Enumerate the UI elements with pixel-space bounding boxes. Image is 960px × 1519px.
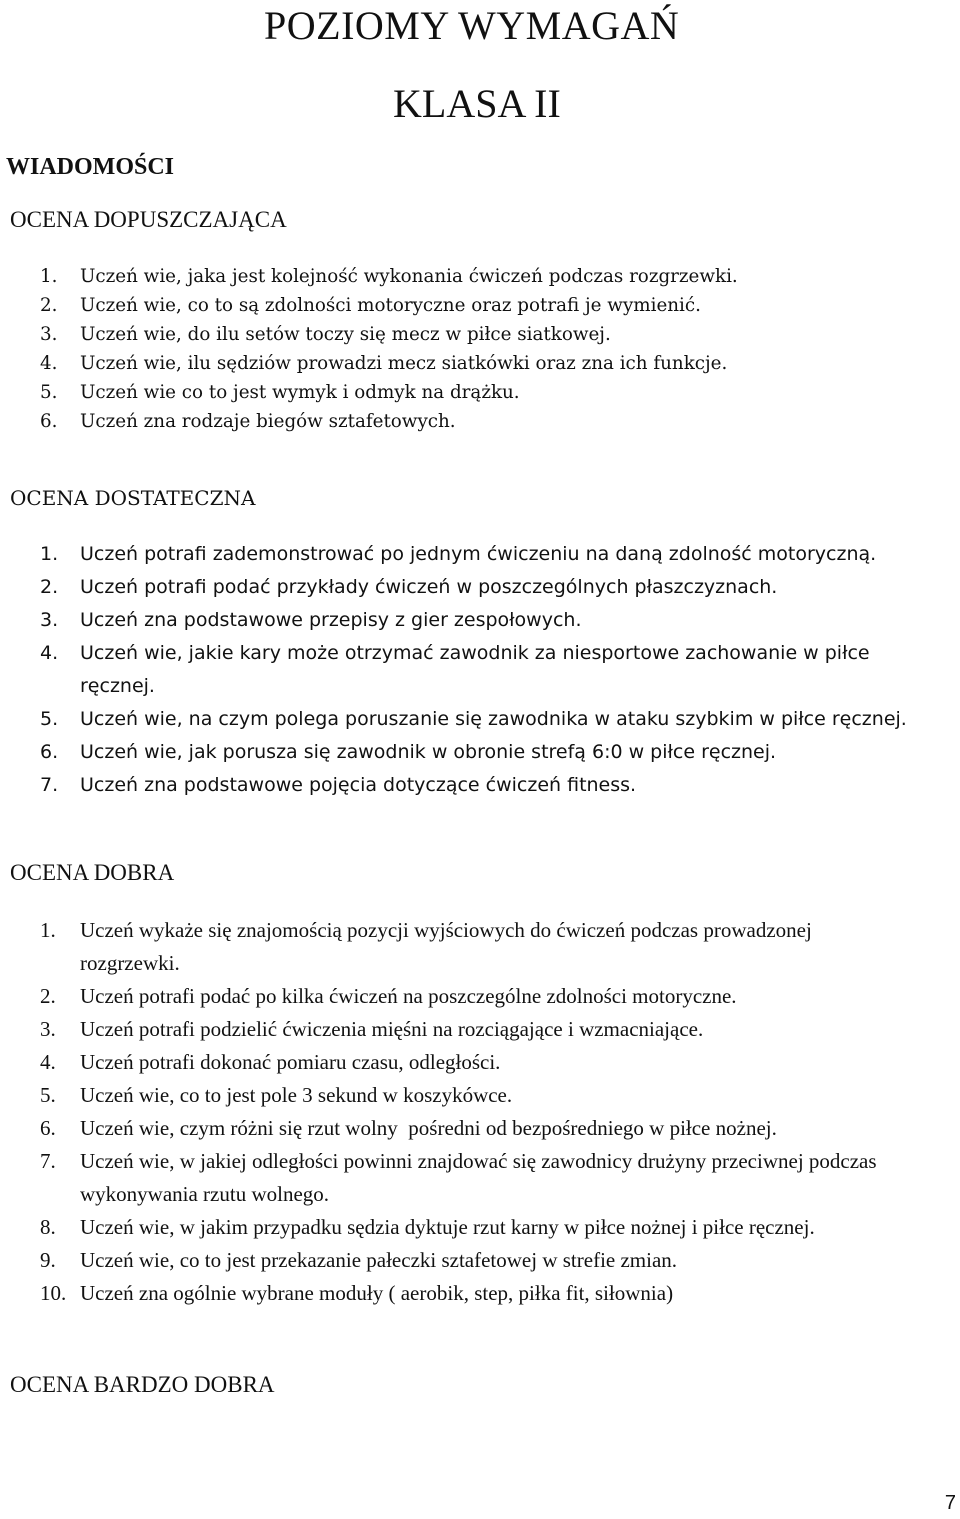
list-item — [40, 378, 920, 407]
item-number: 3. — [40, 609, 59, 631]
section-heading: WIADOMOŚCI — [6, 154, 175, 180]
item-text: Uczeń wie, jaka jest kolejność wykonania ćwiczeń podczas rozgrzewki. — [80, 266, 738, 287]
item-text: Uczeń wie, co to jest pole 3 sekund w koszykówce. — [80, 1083, 513, 1107]
item-text: Uczeń wie, co to jest przekazanie pałeczki sztafetowej w strefie zmian. — [80, 1248, 678, 1272]
item-number: 3. — [40, 1017, 56, 1041]
item-text: Uczeń wykaże się znajomością pozycji wyjściowych do ćwiczeń podczas prowadzonej rozgrzewki. — [80, 918, 812, 975]
item-number: 6. — [40, 741, 59, 763]
list-item — [40, 349, 920, 378]
item-number: 1. — [40, 543, 59, 565]
list-item — [40, 1244, 952, 1277]
item-text: Uczeń wie, w jakiej odległości powinni znajdować się zawodnicy drużyny przeciwnej podczas wykonywania rzutu wolnego. — [80, 1149, 877, 1206]
item-number: 2. — [40, 295, 58, 316]
page-number: 7 — [944, 1492, 956, 1514]
list-item — [40, 320, 920, 349]
item-text: Uczeń potrafi podać przykłady ćwiczeń w poszczególnych płaszczyznach. — [80, 576, 778, 598]
item-text: Uczeń wie, jak porusza się zawodnik w obronie strefą 6:0 w piłce ręcznej. — [80, 741, 777, 763]
list-item — [40, 538, 945, 571]
item-number: 1. — [40, 266, 58, 287]
item-number: 6. — [40, 411, 58, 432]
list-item — [40, 291, 920, 320]
list-item — [40, 604, 945, 637]
list-item — [40, 1079, 952, 1112]
item-number: 7. — [40, 1149, 56, 1173]
item-text: Uczeń wie co to jest wymyk i odmyk na drążku. — [80, 382, 520, 403]
item-number: 2. — [40, 984, 56, 1008]
item-number: 10. — [40, 1281, 67, 1305]
list-item — [40, 1277, 952, 1310]
item-text: Uczeń wie, na czym polega poruszanie się zawodnika w ataku szybkim w piłce ręcznej. — [80, 708, 907, 730]
item-text: Uczeń wie, co to są zdolności motoryczne oraz potrafi je wymienić. — [80, 295, 701, 316]
item-text: Uczeń zna podstawowe pojęcia dotyczące ćwiczeń fitness. — [80, 774, 637, 796]
list-ocena-dopuszczajaca — [40, 262, 920, 436]
list-item — [40, 407, 920, 436]
list-item — [40, 980, 952, 1013]
item-number: 5. — [40, 382, 58, 403]
heading-ocena-dopuszczajaca: OCENA DOPUSZCZAJĄCA — [10, 207, 287, 232]
item-text: Uczeń wie, ilu sędziów prowadzi mecz siatkówki oraz zna ich funkcje. — [80, 353, 728, 374]
item-text: Uczeń wie, do ilu setów toczy się mecz w piłce siatkowej. — [80, 324, 611, 345]
heading-ocena-dobra: OCENA DOBRA — [10, 860, 175, 885]
item-number: 4. — [40, 353, 58, 374]
item-text: Uczeń wie, jakie kary może otrzymać zawodnik za niesportowe zachowanie w piłce ręcznej. — [80, 642, 870, 697]
list-item — [40, 703, 945, 736]
list-item — [40, 1211, 952, 1244]
item-text: Uczeń zna rodzaje biegów sztafetowych. — [80, 411, 456, 432]
item-number: 6. — [40, 1116, 56, 1140]
list-item — [40, 637, 945, 703]
item-text: Uczeń potrafi podać po kilka ćwiczeń na poszczególne zdolności motoryczne. — [80, 984, 737, 1008]
item-number: 9. — [40, 1248, 56, 1272]
list-item — [40, 1046, 952, 1079]
list-ocena-dostateczna — [40, 538, 945, 802]
item-number: 4. — [40, 1050, 56, 1074]
item-number: 1. — [40, 918, 56, 942]
list-item — [40, 736, 945, 769]
item-text: Uczeń wie, czym różni się rzut wolny pośredni od bezpośredniego w piłce nożnej. — [80, 1116, 777, 1140]
list-item — [40, 914, 952, 980]
page-subtitle: KLASA II — [393, 81, 561, 126]
list-ocena-dobra — [40, 914, 952, 1310]
list-item — [40, 571, 945, 604]
page-title: POZIOMY WYMAGAŃ — [264, 3, 680, 48]
item-text: Uczeń potrafi podzielić ćwiczenia mięśni na rozciągające i wzmacniające. — [80, 1017, 704, 1041]
list-item — [40, 1145, 952, 1211]
item-text: Uczeń wie, w jakim przypadku sędzia dyktuje rzut karny w piłce nożnej i piłce ręcznej. — [80, 1215, 815, 1239]
item-text: Uczeń zna podstawowe przepisy z gier zespołowych. — [80, 609, 582, 631]
item-number: 5. — [40, 708, 59, 730]
list-item — [40, 1112, 952, 1145]
item-number: 2. — [40, 576, 59, 598]
heading-ocena-dostateczna: OCENA DOSTATECZNA — [10, 486, 256, 510]
list-item — [40, 1013, 952, 1046]
item-text: Uczeń potrafi dokonać pomiaru czasu, odległości. — [80, 1050, 501, 1074]
item-number: 7. — [40, 774, 59, 796]
item-text: Uczeń potrafi zademonstrować po jednym ćwiczeniu na daną zdolność motoryczną. — [80, 543, 877, 565]
item-number: 4. — [40, 642, 59, 664]
heading-ocena-bardzo-dobra: OCENA BARDZO DOBRA — [10, 1372, 275, 1397]
list-item — [40, 769, 945, 802]
item-number: 5. — [40, 1083, 56, 1107]
item-number: 3. — [40, 324, 58, 345]
item-text: Uczeń zna ogólnie wybrane moduły ( aerobik, step, piłka fit, siłownia) — [80, 1281, 674, 1305]
list-item — [40, 262, 920, 291]
item-number: 8. — [40, 1215, 56, 1239]
